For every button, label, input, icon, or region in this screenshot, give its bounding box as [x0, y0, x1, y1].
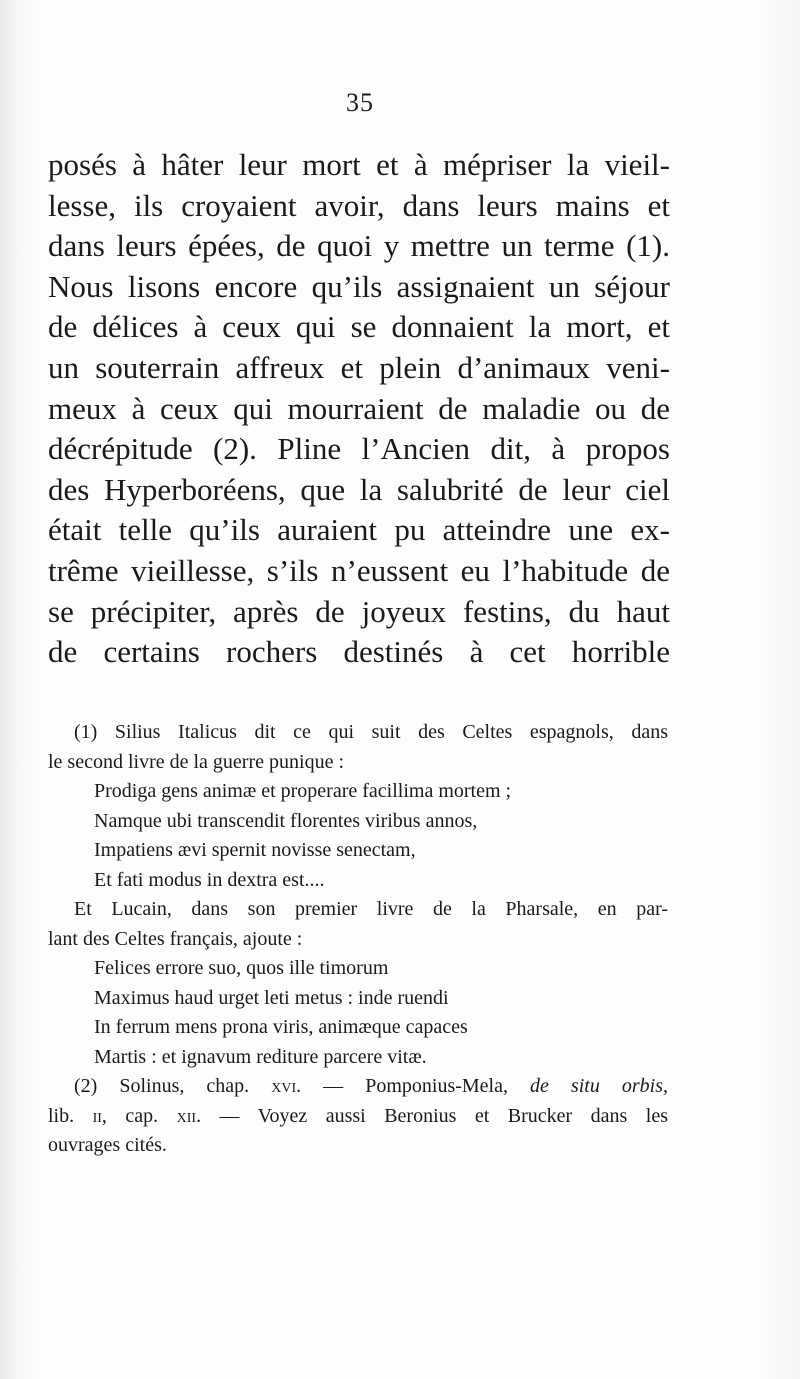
text-line: se précipiter, après de joyeux festins, du haut	[48, 593, 670, 629]
text-line: décrépitude (2). Pline l’Ancien dit, à propos	[48, 431, 670, 467]
footnote-2-text: (2) Solinus, chap.	[74, 1075, 250, 1097]
text-line: des Hyperboréens, que la salubrité de leur ciel	[48, 471, 670, 507]
footnote-2-text: . — Voyez aussi Beronius et Brucker dans les	[196, 1104, 669, 1127]
text-line: lesse, ils croyaient avoir, dans leurs mains et	[48, 187, 670, 223]
verse-line: Maximus haud urget leti metus : inde ruendi	[94, 986, 449, 1009]
text-line: meux à ceux qui mourraient de maladie ou de	[48, 390, 670, 426]
footnote-2-text: ,	[663, 1075, 669, 1097]
text-line: dans leurs épées, de quoi y mettre un terme (1).	[48, 228, 670, 264]
footnote-2-cont	[48, 1102, 668, 1132]
footnotes	[48, 718, 668, 1161]
book-numeral: ii	[92, 1104, 102, 1127]
text-line: trême vieillesse, s’ils n’eussent eu l’habitude de	[48, 552, 670, 588]
verse-line: In ferrum mens prona viris, animæque capaces	[94, 1016, 468, 1038]
footnote-2-text: . — Pomponius-Mela,	[296, 1075, 508, 1097]
text-line: posés à hâter leur mort et à mépriser la vieil-	[48, 147, 670, 182]
main-text	[48, 145, 670, 673]
footnote-2-text: lib.	[48, 1104, 75, 1127]
footnote-1-intro: (1) Silius Italicus dit ce qui suit des Celtes espagnols, dans	[74, 721, 668, 743]
text-line: de certains rochers destinés à cet horrible	[48, 634, 670, 670]
text-line: était telle qu’ils auraient pu atteindre une ex-	[48, 512, 670, 548]
verse-line: Felices errore suo, quos ille timorum	[94, 957, 389, 979]
work-title: de situ orbis	[530, 1075, 664, 1097]
verse-line: Namque ubi transcendit florentes viribus annos,	[94, 809, 478, 832]
footnote-1-lucain-cont: lant des Celtes français, ajoute :	[48, 927, 303, 950]
text-line: de délices à ceux qui se donnaient la mort, et	[48, 309, 670, 345]
verse-line: Prodiga gens animæ et properare facillima mortem ;	[94, 780, 512, 802]
verse-line: Et fati modus in dextra est....	[94, 868, 325, 891]
page-number: 35	[346, 88, 374, 117]
text-line: un souterrain affreux et plein d’animaux veni-	[48, 349, 670, 385]
text-line: Nous lisons encore qu’ils assignaient un séjour	[48, 268, 670, 304]
verse-line: Martis : et ignavum rediture parcere vitæ.	[94, 1045, 427, 1068]
footnote-2-text: , cap.	[101, 1104, 159, 1127]
footnote-1-intro-cont: le second livre de la guerre punique :	[48, 750, 344, 773]
footnote-2-end: ouvrages cités.	[48, 1134, 167, 1156]
footnote-2	[48, 1072, 668, 1102]
footnote-1-lucain: Et Lucain, dans son premier livre de la Pharsale, en par-	[74, 898, 668, 920]
chapter-numeral: xii	[176, 1104, 197, 1127]
chapter-numeral: xvi	[271, 1075, 297, 1097]
verse-line: Impatiens ævi spernit novisse senectam,	[94, 839, 416, 861]
